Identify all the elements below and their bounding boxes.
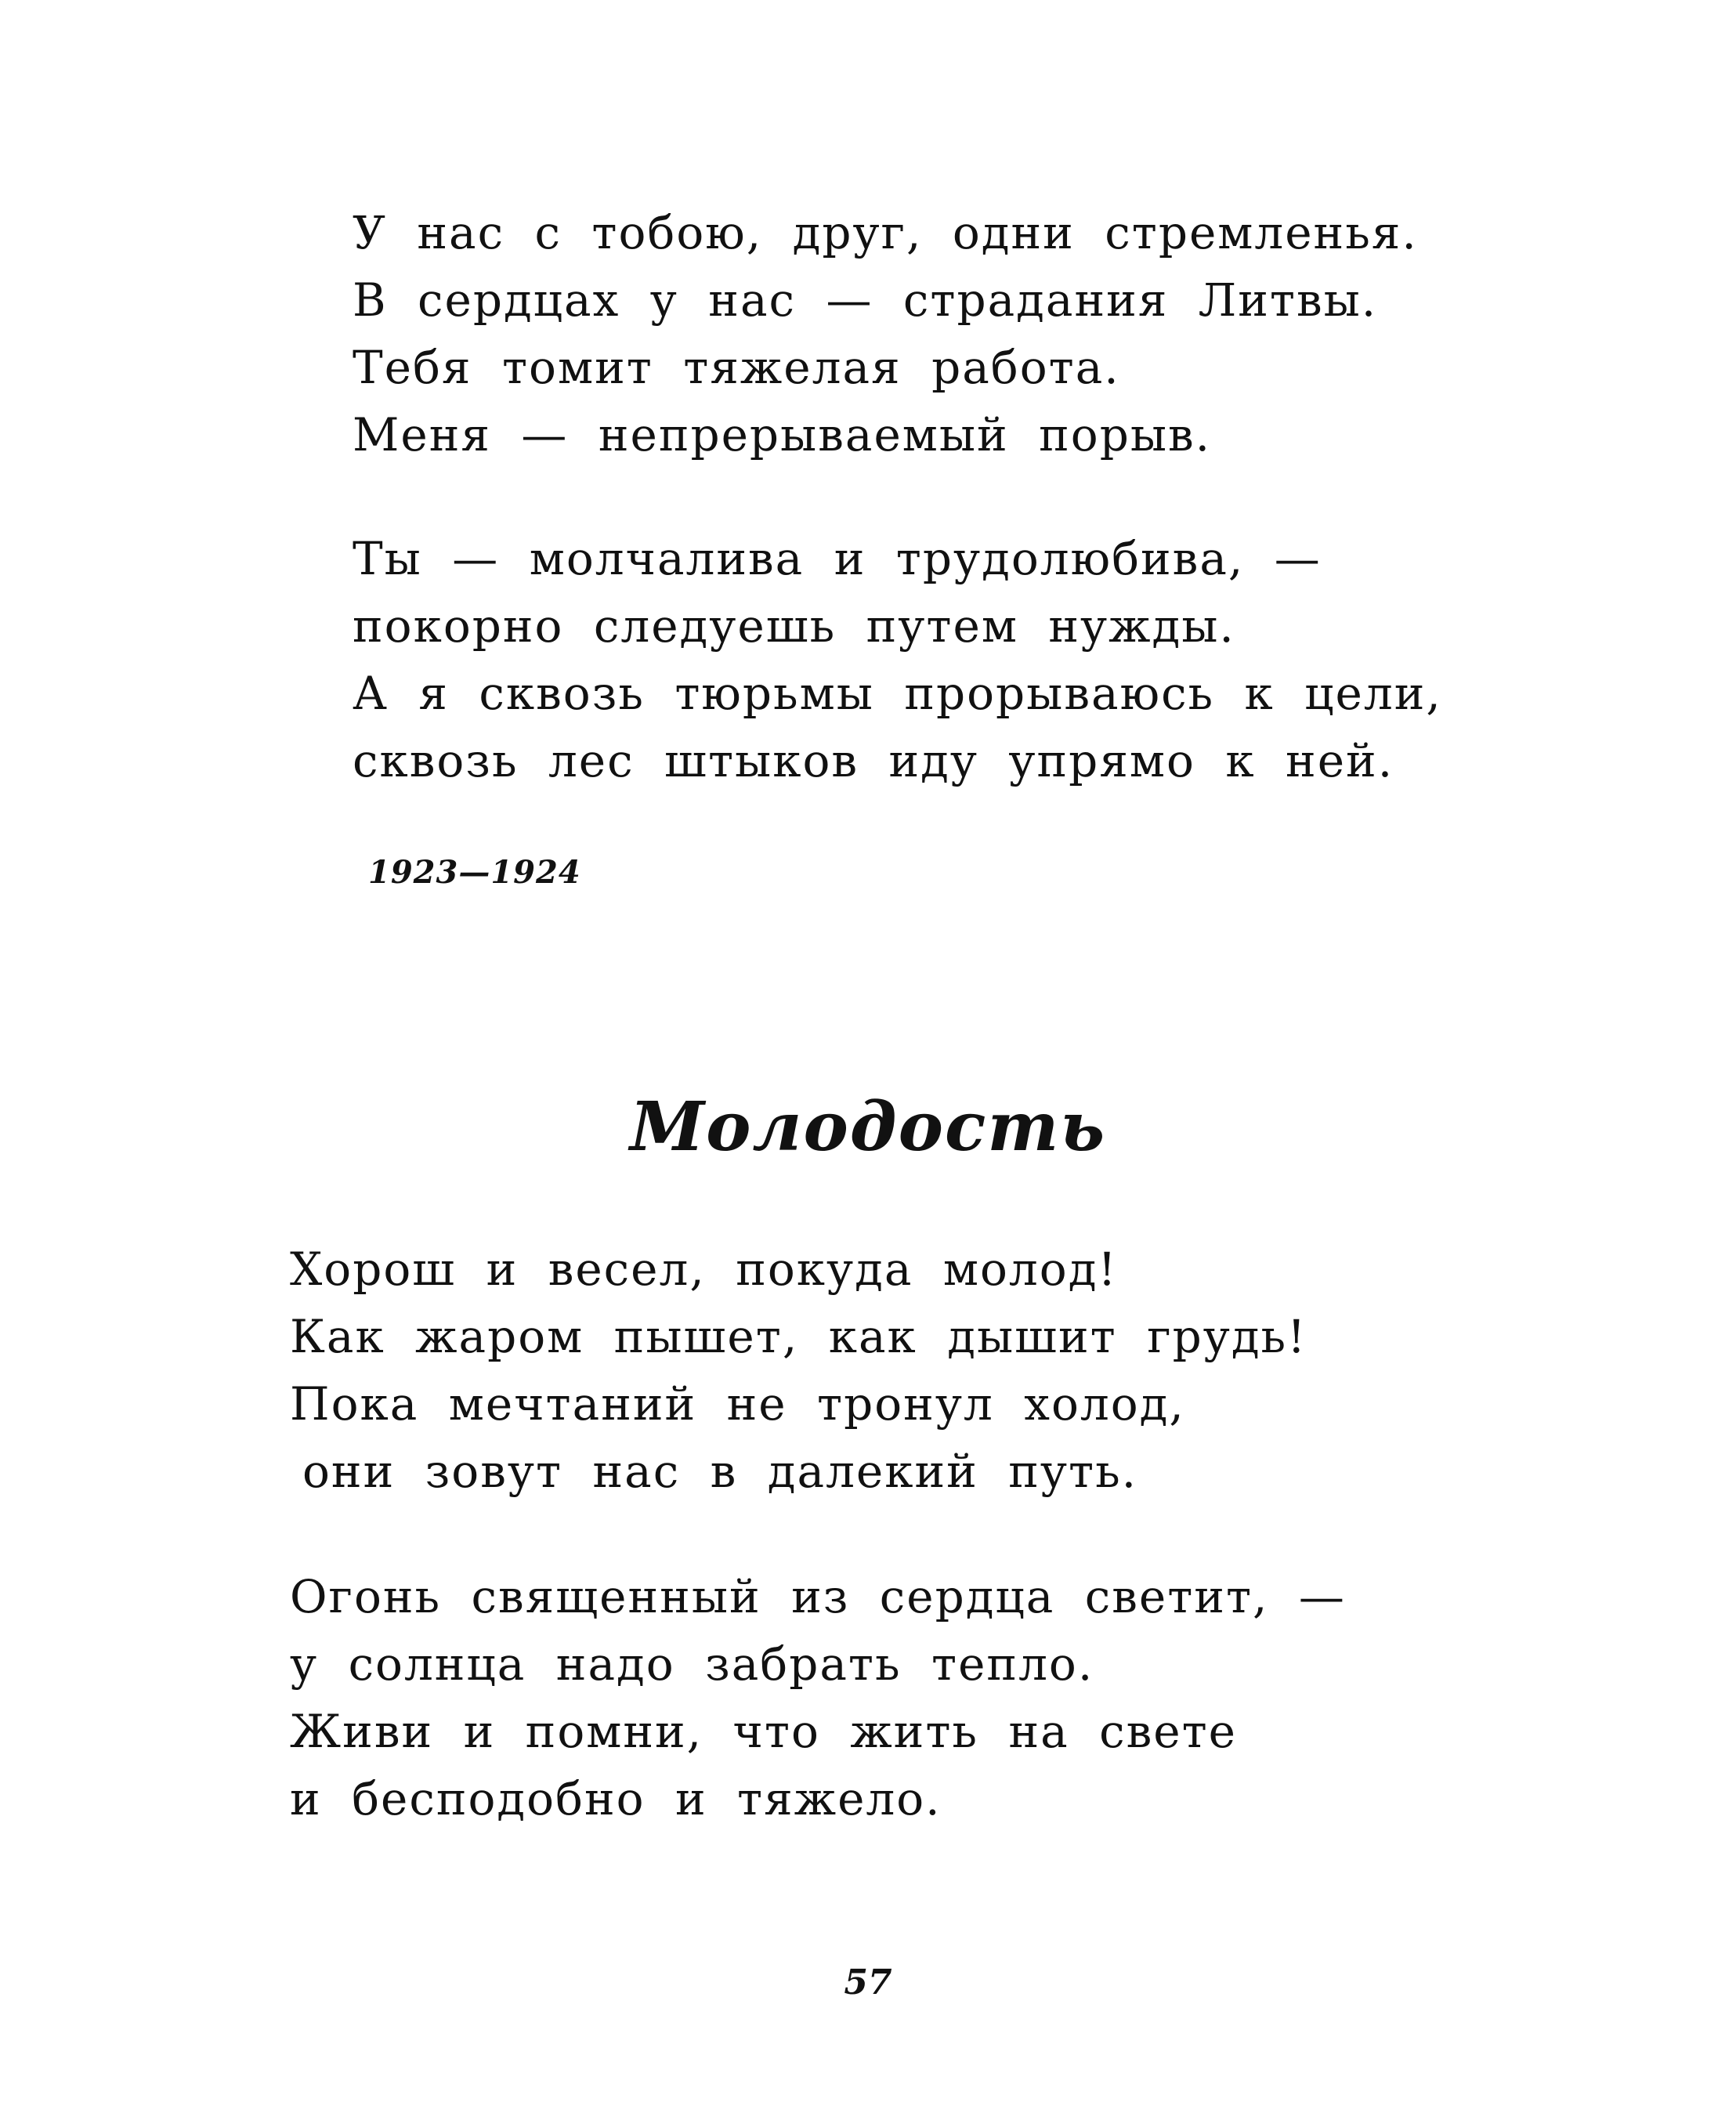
poem2-stanza-1 (290, 1235, 1307, 1505)
verse-line: У нас с тобою, друг, одни стремленья. (353, 206, 1418, 259)
page-number: 57 (844, 1963, 892, 2002)
verse-line: Как жаром пышет, как дышит грудь! (290, 1310, 1307, 1363)
poem-date: 1923—1924 (368, 854, 581, 891)
verse-line: Хорош и весел, покуда молод! (290, 1243, 1118, 1296)
verse-line: покорно следуешь путем нужды. (353, 599, 1235, 653)
verse-line: Тебя томит тяжелая работа. (353, 341, 1120, 394)
verse-line: Пока мечтаний не тронул холод, (290, 1377, 1185, 1431)
poem1-stanza-2 (353, 525, 1442, 794)
verse-line: А я сквозь тюрьмы прорываюсь к цели, (353, 667, 1442, 720)
verse-line: у солнца надо забрать тепло. (290, 1637, 1094, 1691)
verse-line: сквозь лес штыков иду упрямо к ней. (353, 734, 1394, 787)
poem2-stanza-2 (290, 1563, 1346, 1832)
verse-line: и бесподобно и тяжело. (290, 1772, 942, 1825)
verse-line: Живи и помни, что жить на свете (290, 1705, 1237, 1758)
verse-line: Ты — молчалива и трудолюбива, — (353, 532, 1322, 585)
poem-title: Молодость (629, 1087, 1107, 1167)
poem1-stanza-1 (353, 199, 1418, 468)
verse-line: Меня — непрерываемый порыв. (353, 408, 1212, 461)
verse-line: они зовут нас в далекий путь. (302, 1445, 1138, 1498)
verse-line: Огонь священный из сердца светит, — (290, 1570, 1346, 1623)
verse-line: В сердцах у нас — страдания Литвы. (353, 273, 1378, 327)
